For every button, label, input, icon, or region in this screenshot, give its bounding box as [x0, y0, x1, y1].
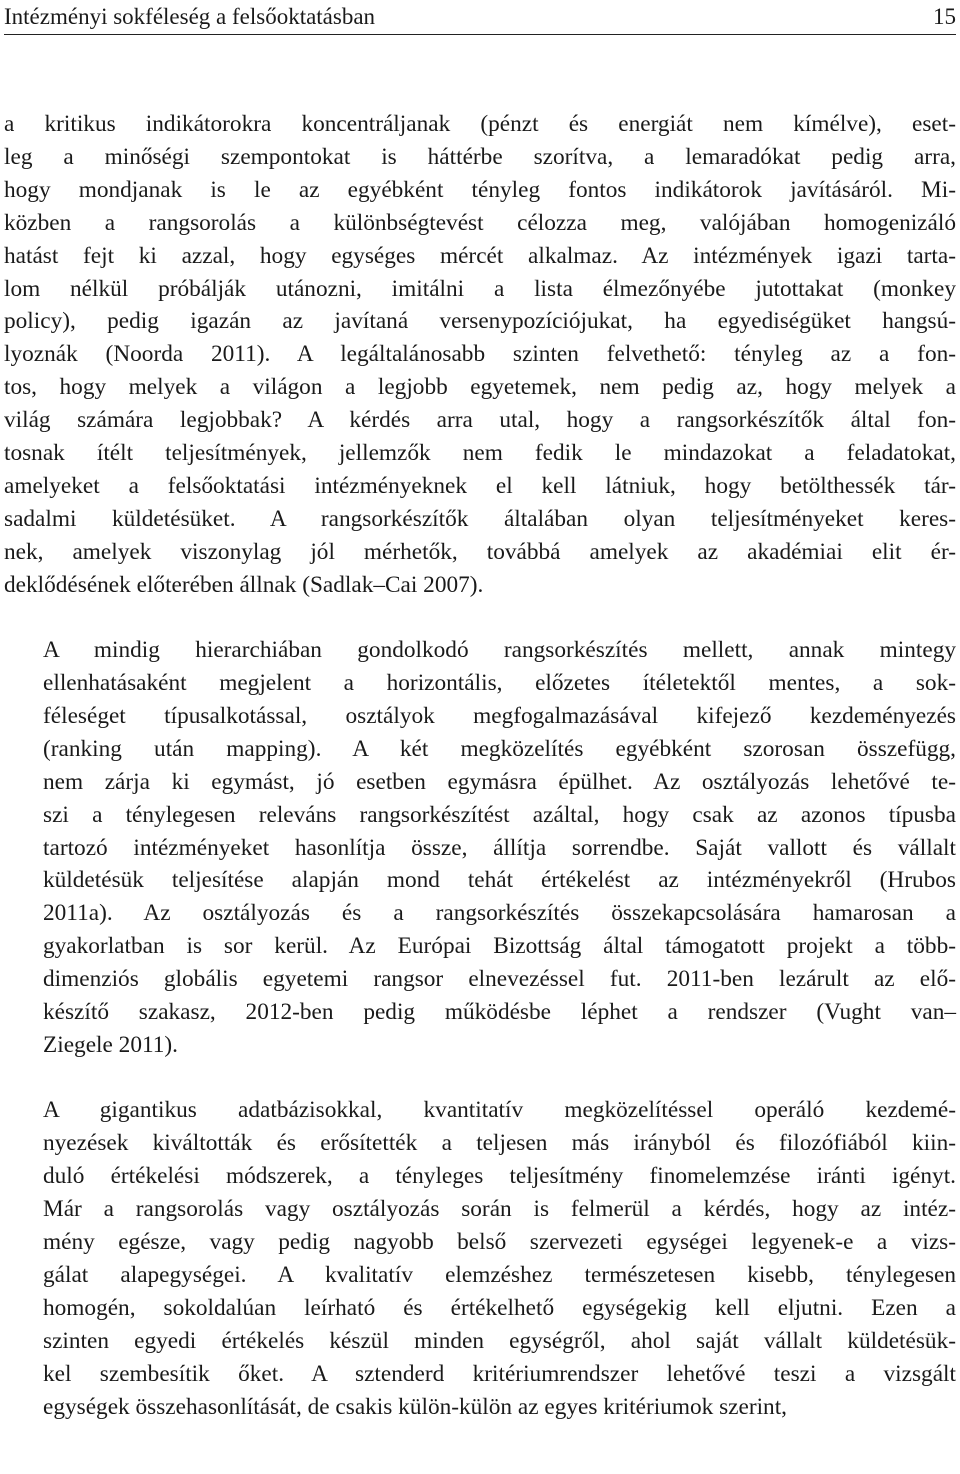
- text-line: duló értékelési módszerek, a tényleges teljesítmény finomelemzése iránti igényt.: [43, 1163, 956, 1190]
- text-line: lyoznák (Noorda 2011). A legáltalánosabb szinten felvethető: tényleg az a fon-: [4, 341, 956, 368]
- text-line: sadalmi küldetésüket. A rangsorkészítők általában olyan teljesítményeket keres-: [4, 505, 956, 532]
- text-line: tartozó intézményeket hasonlítja össze, állítja sorrendbe. Saját vallott és vállalt: [43, 834, 956, 861]
- text-line: A mindig hierarchiában gondolkodó rangsorkészítés mellett, annak mintegy: [43, 637, 956, 664]
- text-line: nyezések kiváltották és erősítették a teljesen más irányból és filozófiából kiin-: [43, 1130, 956, 1157]
- text-line: policy), pedig igazán az javítaná versenypozíciójukat, ha egyediségüket hangsú-: [4, 308, 956, 335]
- paragraph-3: [4, 1094, 956, 1423]
- text-line: hatást fejt ki azzal, hogy egységes mércét alkalmaz. Az intézmények igazi tarta-: [4, 242, 956, 269]
- text-line: (ranking után mapping). A két megközelítés egyébként szorosan összefügg,: [43, 735, 956, 762]
- text-line: féleséget típusalkotással, osztályok megfogalmazásával kifejező kezdeményezés: [43, 702, 956, 729]
- header-title: Intézményi sokféleség a felsőoktatásban: [4, 4, 376, 29]
- text-line: homogén, sokoldalúan leírható és értékelhető egységekig kell eljutni. Ezen a: [43, 1294, 956, 1321]
- text-line: kel szembesítik őket. A sztenderd kritériumrendszer lehetővé teszi a vizsgált: [43, 1360, 956, 1387]
- running-header: [4, 0, 956, 35]
- document-page: [4, 0, 956, 1423]
- text-line: egységek összehasonlítását, de csakis külön-külön az egyes kritériumok szerint,: [43, 1393, 787, 1420]
- text-line: készítő szakasz, 2012-ben pedig működésbe léphet a rendszer (Vught van–: [43, 999, 956, 1026]
- text-line: Már a rangsorolás vagy osztályozás során is felmerül a kérdés, hogy az intéz-: [43, 1196, 956, 1223]
- text-line: amelyeket a felsőoktatási intézményeknek el kell látniuk, hogy betölthessék tár-: [4, 472, 956, 499]
- text-line: világ számára legjobbak? A kérdés arra utal, hogy a rangsorkészítők által fon-: [4, 407, 956, 434]
- text-line: deklődésének előterében állnak (Sadlak–Cai 2007).: [4, 571, 484, 598]
- text-line: közben a rangsorolás a különbségtevést célozza meg, valójában homogenizáló: [4, 209, 956, 236]
- text-line: leg a minőségi szempontokat is háttérbe szorítva, a lemaradókat pedig arra,: [4, 143, 956, 170]
- text-line: Ziegele 2011).: [43, 1031, 178, 1058]
- paragraph-1: [4, 108, 956, 602]
- page-number: 15: [933, 4, 956, 29]
- text-line: a kritikus indikátorokra koncentráljanak (pénzt és energiát nem kímélve), eset-: [4, 111, 956, 137]
- text-line: tosnak ítélt teljesítmények, jellemzők nem fedik le mindazokat a feladatokat,: [4, 440, 956, 467]
- paragraph-2: [4, 634, 956, 1062]
- text-line: szi a ténylegesen releváns rangsorkészítést azáltal, hogy csak az azonos típusba: [43, 801, 956, 828]
- body-text: [4, 108, 956, 1423]
- text-line: nem zárja ki egymást, jó esetben egymásra épülhet. Az osztályozás lehetővé te-: [43, 768, 956, 795]
- text-line: mény egésze, vagy pedig nagyobb belső szervezeti egységei legyenek-e a vizs-: [43, 1229, 956, 1255]
- text-line: dimenziós globális egyetemi rangsor elnevezéssel fut. 2011-ben lezárult az elő-: [43, 966, 956, 993]
- text-line: ellenhatásaként megjelent a horizontális, előzetes ítéletektől mentes, a sok-: [43, 670, 956, 696]
- text-line: nek, amelyek viszonylag jól mérhetők, továbbá amelyek az akadémiai elit ér-: [4, 538, 956, 565]
- text-line: lom nélkül próbálják utánozni, imitálni a lista élmezőnyébe jutottakat (monkey: [4, 275, 956, 302]
- text-line: gálat alapegységei. A kvalitatív elemzéshez természetesen kisebb, ténylegesen: [43, 1261, 956, 1288]
- text-line: A gigantikus adatbázisokkal, kvantitatív megközelítéssel operáló kezdemé-: [43, 1097, 956, 1124]
- text-line: küldetésük teljesítése alapján mond tehát értékelést az intézményekről (Hrubos: [43, 867, 956, 894]
- text-line: hogy mondjanak is le az egyébként tényleg fontos indikátorok javításáról. Mi-: [4, 176, 956, 203]
- text-line: szinten egyedi értékelés készül minden egységről, ahol saját vállalt küldetésük-: [43, 1327, 956, 1354]
- text-line: tos, hogy melyek a világon a legjobb egyetemek, nem pedig az, hogy melyek a: [4, 374, 956, 401]
- text-line: gyakorlatban is sor kerül. Az Európai Bizottság által támogatott projekt a több-: [43, 933, 956, 960]
- text-line: 2011a). Az osztályozás és a rangsorkészítés összekapcsolására hamarosan a: [43, 900, 956, 927]
